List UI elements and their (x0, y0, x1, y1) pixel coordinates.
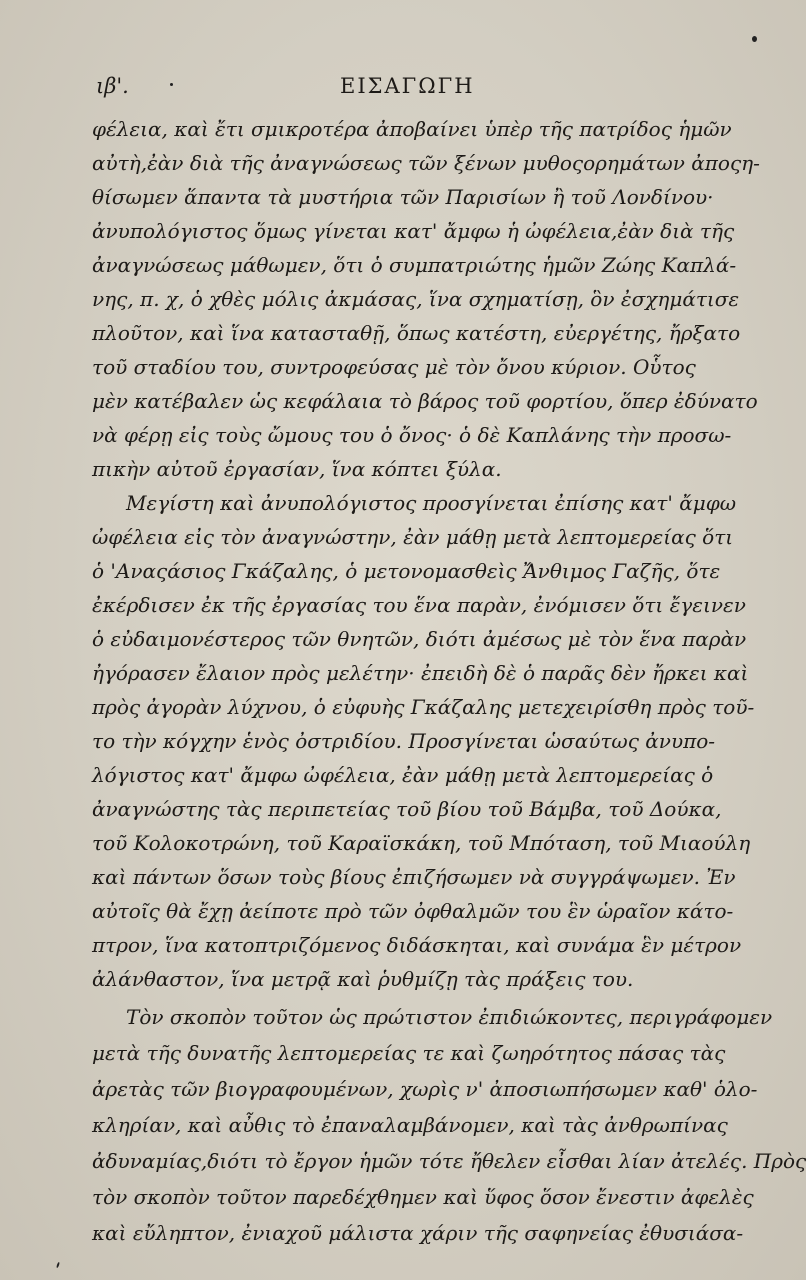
text-line: ὠφέλεια εἰς τὸν ἀναγνώστην, ἐὰν μάθῃ μετὰ λεπτομερείας ὅτι (92, 525, 734, 549)
text-line: Τὸν σκοπὸν τοῦτον ὡς πρώτιστον ἐπιδιώκοντες, περιγράφομεν (126, 1005, 773, 1029)
text-line: πικὴν αὐτοῦ ἐργασίαν, ἵνα κόπτει ξύλα. (92, 457, 502, 481)
text-line: ἀναγνώστης τὰς περιπετείας τοῦ βίου τοῦ Βάμβα, τοῦ Δούκα, (92, 797, 722, 821)
text-line: το τὴν κόγχην ἑνὸς ὀστριδίου. Προσγίνεται ὡσαύτως ἀνυπο- (92, 729, 716, 753)
text-line: τὸν σκοπὸν τοῦτον παρεδέχθημεν καὶ ὕφος ὅσον ἔνεστιν ἀφελὲς (92, 1185, 754, 1209)
text-line: αὐτὴ,ἐὰν διὰ τῆς ἀναγνώσεως τῶν ξένων μυθοςορημάτων ἀποςη- (92, 151, 760, 175)
text-line: ἀναγνώσεως μάθωμεν, ὅτι ὁ συμπατριώτης ἡμῶν Ζώης Καπλά- (92, 253, 737, 277)
text-line: ἀρετὰς τῶν βιογραφουμένων, χωρὶς ν' ἀποσιωπήσωμεν καθ' ὁλο- (92, 1077, 758, 1101)
text-line: ἀνυπολόγιστος ὅμως γίνεται κατ' ἄμφω ἡ ὠφέλεια,ἐὰν διὰ τῆς (92, 219, 735, 243)
text-line: Μεγίστη καὶ ἀνυπολόγιστος προσγίνεται ἐπίσης κατ' ἄμφω (126, 491, 737, 515)
text-line: καὶ εὔληπτον, ἐνιαχοῦ μάλιστα χάριν τῆς σαφηνείας ἐθυσιάσα- (92, 1221, 744, 1245)
text-line: κληρίαν, καὶ αὖθις τὸ ἐπαναλαμβάνομεν, καὶ τὰς ἀνθρωπίνας (92, 1113, 728, 1137)
text-line: καὶ πάντων ὅσων τοὺς βίους ἐπιζήσωμεν νὰ συγγράψωμεν. Ἐν (92, 865, 736, 889)
text-line: τοῦ Κολοκοτρώνη, τοῦ Καραϊσκάκη, τοῦ Μπόταση, τοῦ Μιαούλη (92, 831, 751, 855)
text-line: ἐκέρδισεν ἐκ τῆς ἐργασίας του ἕνα παρὰν, ἐνόμισεν ὅτι ἔγεινεν (92, 593, 746, 617)
running-head: ΕΙΣΑΓΩΓΗ (340, 74, 475, 98)
text-line: πρὸς ἀγορὰν λύχνου, ὁ εὐφυὴς Γκάζαλης μετεχειρίσθη πρὸς τοῦ- (92, 695, 755, 719)
text-line: φέλεια, καὶ ἔτι σμικροτέρα ἀποβαίνει ὑπὲρ τῆς πατρίδος ἡμῶν (92, 117, 732, 141)
text-line: ἀδυναμίας,διότι τὸ ἔργον ἡμῶν τότε ἤθελεν εἶσθαι λίαν ἀτελές. Πρὸς (92, 1149, 806, 1173)
text-line: αὐτοῖς θὰ ἔχῃ ἀείποτε πρὸ τῶν ὀφθαλμῶν του ἓν ὡραῖον κάτο- (92, 899, 734, 923)
ink-mark (56, 1262, 60, 1268)
text-line: λόγιστος κατ' ἄμφω ὠφέλεια, ἐὰν μάθῃ μετὰ λεπτομερείας ὁ (92, 763, 714, 787)
page-number: ιβ'. (96, 74, 129, 98)
text-line: ἀλάνθαστον, ἵνα μετρᾷ καὶ ῥυθμίζῃ τὰς πράξεις του. (92, 967, 634, 991)
text-line: ἠγόρασεν ἔλαιον πρὸς μελέτην· ἐπειδὴ δὲ ὁ παρᾶς δὲν ἤρκει καὶ (92, 661, 749, 685)
ink-speck (752, 36, 757, 42)
text-line: νὰ φέρῃ εἰς τοὺς ὤμους του ὁ ὄνος· ὁ δὲ Καπλάνης τὴν προσω- (92, 423, 732, 447)
text-line: νης, π. χ, ὁ χθὲς μόλις ἀκμάσας, ἵνα σχηματίσῃ, ὃν ἐσχημάτισε (92, 287, 740, 311)
text-line: ὁ εὐδαιμονέστερος τῶν θνητῶν, διότι ἀμέσως μὲ τὸν ἕνα παρὰν (92, 627, 747, 651)
text-line: πτρον, ἵνα κατοπτριζόμενος διδάσκηται, καὶ συνάμα ἓν μέτρον (92, 933, 742, 957)
text-line: θίσωμεν ἅπαντα τὰ μυστήρια τῶν Παρισίων ἢ τοῦ Λονδίνου· (92, 185, 714, 209)
text-line: πλοῦτον, καὶ ἵνα κατασταθῇ, ὅπως κατέστη, εὐεργέτης, ἤρξατο (92, 321, 741, 345)
text-line: ὁ 'Αναςάσιος Γκάζαλης, ὁ μετονομασθεὶς Ἄνθιμος Γαζῆς, ὅτε (92, 559, 721, 583)
page-header (96, 74, 696, 104)
text-line: τοῦ σταδίου του, συντροφεύσας μὲ τὸν ὄνου κύριον. Οὗτος (92, 355, 696, 379)
text-line: μετὰ τῆς δυνατῆς λεπτομερείας τε καὶ ζωηρότητος πάσας τὰς (92, 1041, 726, 1065)
text-line: μὲν κατέβαλεν ὡς κεφάλαια τὸ βάρος τοῦ φορτίου, ὅπερ ἐδύνατο (92, 389, 758, 413)
